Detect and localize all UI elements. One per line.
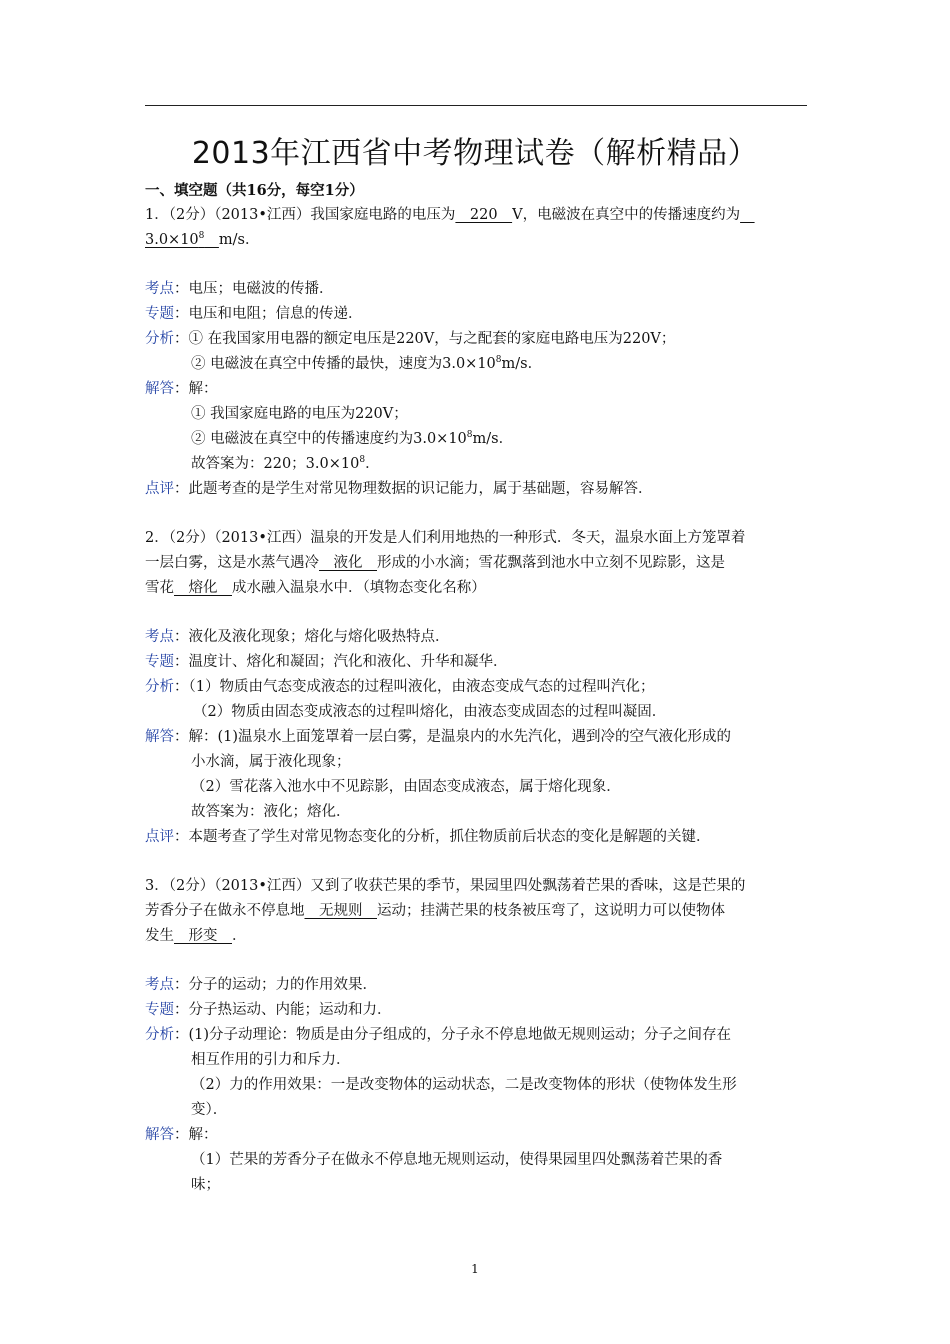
label-kaodian: 考点 (145, 281, 174, 297)
q2-kaodian (145, 625, 810, 650)
q2-jieda-1 (145, 725, 810, 750)
q3-fenxi-4: 变）． (191, 1102, 228, 1118)
q3-fenxi-1 (145, 1023, 810, 1048)
q1-jieda-2-exponent: 8 (466, 430, 473, 441)
q2-jieda-2: 小水滴，属于液化现象； (191, 754, 351, 770)
document-body (145, 178, 810, 1198)
q2-zhuanti-text: ：温度计、熔化和凝固；汽化和液化、升华和凝华． (174, 654, 508, 670)
q2-l3-post: 成水融入温泉水中．（填物态变化名称） (232, 580, 486, 596)
q1-fenxi-2-text: ② 电磁波在真空中传播的最快，速度为3.0×10 (191, 356, 496, 372)
page-number: 1 (471, 1262, 479, 1276)
q1-head: 1．（2分）（2013•江西）我国家庭电路的电压为 (145, 207, 456, 223)
q1-tail: m/s． (218, 232, 260, 248)
q3-l2-pre: 芳香分子在做永不停息地 (145, 903, 305, 919)
q2-dianping (145, 825, 810, 850)
q1-fenxi-2 (145, 352, 810, 377)
q1-jieda-3-text: 故答案为：220；3.0×10 (191, 456, 360, 472)
q2-l3-pre: 雪花 (145, 580, 174, 596)
q3-kaodian (145, 973, 810, 998)
q1-dianping (145, 477, 810, 502)
q2-stem-line-2 (145, 551, 810, 576)
q2-dianping-text: ：本题考查了学生对常见物态变化的分析，抓住物质前后状态的变化是解题的关键． (174, 829, 711, 845)
q2-stem-line-3 (145, 576, 810, 601)
q2-stem-line-1: 2．（2分）（2013•江西）温泉的开发是人们利用地热的一种形式．冬天，温泉水面上方笼罩着 (145, 530, 746, 546)
q2-answer-blank-1: 液化 (319, 555, 377, 571)
q1-jieda-2-text: ② 电磁波在真空中的传播速度约为3.0×10 (191, 431, 467, 447)
q1-blank2-value: 3.0×10 (145, 232, 199, 248)
q1-dianping-text: ：此题考查的是学生对常见物理数据的识记能力，属于基础题，容易解答． (174, 481, 653, 497)
q3-l3-post: ． (232, 928, 247, 944)
q1-fenxi-2-exponent: 8 (495, 355, 502, 366)
label-kaodian: 考点 (145, 977, 174, 993)
q3-fenxi-3: （2）力的作用效果：一是改变物体的运动状态，二是改变物体的形状（使物体发生形 (191, 1077, 737, 1093)
page-title: 2013年江西省中考物理试卷（解析精品） (191, 136, 759, 171)
q1-blank2-exponent: 8 (198, 231, 205, 242)
q1-jieda-1: ① 我国家庭电路的电压为220V； (191, 406, 408, 422)
q3-l3-pre: 发生 (145, 928, 174, 944)
q1-zhuanti (145, 302, 810, 327)
q1-jieda-3-end: ． (365, 456, 380, 472)
q1-kaodian (145, 277, 810, 302)
q1-jieda-2-unit: m/s． (472, 431, 514, 447)
q3-kaodian-text: ：分子的运动；力的作用效果． (174, 977, 377, 993)
q3-answer-blank-2: 形变 (174, 928, 232, 944)
q1-fenxi-2-unit: m/s． (501, 356, 543, 372)
label-kaodian: 考点 (145, 629, 174, 645)
q3-jieda-2: 味； (191, 1177, 220, 1193)
q3-answer-blank-1: 无规则 (304, 903, 377, 919)
q3-zhuanti-text: ：分子热运动、内能；运动和力． (174, 1002, 392, 1018)
label-jieda: 解答 (145, 1127, 174, 1143)
label-dianping: 点评 (145, 829, 174, 845)
q3-stem-line-3 (145, 924, 810, 949)
q1-fenxi-1 (145, 327, 810, 352)
q2-answer-blank-2: 熔化 (174, 580, 232, 596)
q3-fenxi-2: 相互作用的引力和斥力． (191, 1052, 351, 1068)
header-rule (145, 105, 807, 106)
q1-zhuanti-text: ：电压和电阻；信息的传递． (174, 306, 363, 322)
label-fenxi: 分析 (145, 331, 174, 347)
label-fenxi: 分析 (145, 679, 174, 695)
q1-jieda-3-exponent: 8 (359, 455, 366, 466)
q1-mid: V，电磁波在真空中的传播速度约为 (512, 207, 741, 223)
q2-jieda-4: 故答案为：液化；熔化． (191, 804, 351, 820)
q2-fenxi-1-text: ：（1）物质由气态变成液态的过程叫液化，由液态变成气态的过程叫汽化； (174, 679, 655, 695)
q3-zhuanti (145, 998, 810, 1023)
label-zhuanti: 专题 (145, 1002, 174, 1018)
q1-kaodian-text: ：电压；电磁波的传播． (174, 281, 334, 297)
q3-fenxi-1-text: ：(1)分子动理论：物质是由分子组成的，分子永不停息地做无规则运动；分子之间存在 (174, 1027, 732, 1043)
section-heading: 一、填空题（共16分，每空1分） (145, 182, 364, 199)
q1-answer-blank-2-lead (740, 203, 755, 228)
label-jieda: 解答 (145, 729, 174, 745)
q1-answer-blank-1: 220 (455, 207, 513, 223)
q3-jieda-0-text: ：解： (174, 1127, 218, 1143)
q2-l2-post: 形成的小水滴；雪花飘落到池水中立刻不见踪影，这是 (377, 555, 725, 571)
q3-stem-line-2 (145, 899, 810, 924)
q1-jieda-0 (145, 377, 810, 402)
label-jieda: 解答 (145, 381, 174, 397)
label-fenxi: 分析 (145, 1027, 174, 1043)
label-dianping: 点评 (145, 481, 174, 497)
q1-fenxi-1-text: ：① 在我国家用电器的额定电压是220V，与之配套的家庭电路电压为220V； (174, 331, 676, 347)
q2-fenxi-1 (145, 675, 810, 700)
q3-jieda-0 (145, 1123, 810, 1148)
q2-l2-pre: 一层白雾，这是水蒸气遇冷 (145, 555, 319, 571)
q1-blank2-pad (204, 232, 219, 248)
q2-kaodian-text: ：液化及液化现象；熔化与熔化吸热特点． (174, 629, 450, 645)
q1-jieda-3 (145, 452, 810, 477)
q2-zhuanti (145, 650, 810, 675)
q1-jieda-0-text: ：解： (174, 381, 218, 397)
q2-jieda-3: （2）雪花落入池水中不见踪影，由固态变成液态，属于熔化现象． (191, 779, 621, 795)
q1-jieda-2 (145, 427, 810, 452)
q2-fenxi-2: （2）物质由固态变成液态的过程叫熔化，由液态变成固态的过程叫凝固． (193, 704, 667, 720)
q1-answer-blank-2 (145, 228, 219, 253)
q1-stem-line-1 (145, 203, 810, 228)
q1-stem-line-2 (145, 228, 810, 253)
q2-jieda-1-text: ：解：(1)温泉水上面笼罩着一层白雾，是温泉内的水先汽化，遇到冷的空气液化形成的 (174, 729, 732, 745)
label-zhuanti: 专题 (145, 654, 174, 670)
q3-stem-line-1: 3．（2分）（2013•江西）又到了收获芒果的季节，果园里四处飘荡着芒果的香味，这是芒果的 (145, 878, 746, 894)
label-zhuanti: 专题 (145, 306, 174, 322)
q3-l2-post: 运动；挂满芒果的枝条被压弯了，这说明力可以使物体 (377, 903, 725, 919)
q3-jieda-1: （1）芒果的芳香分子在做永不停息地无规则运动，使得果园里四处飘荡着芒果的香 (191, 1152, 723, 1168)
